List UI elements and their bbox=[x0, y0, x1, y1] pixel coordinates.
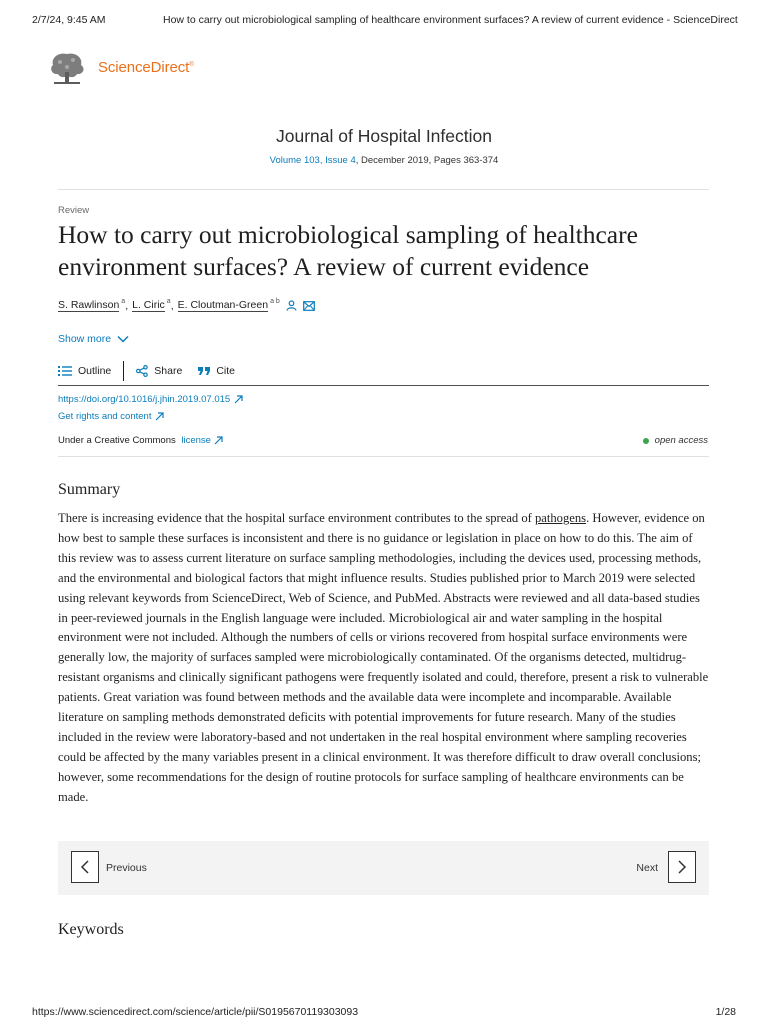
chevron-down-icon bbox=[117, 335, 129, 343]
external-link-icon bbox=[214, 436, 223, 445]
cite-button[interactable] bbox=[198, 365, 235, 377]
author-link[interactable]: E. Cloutman-Green bbox=[177, 299, 269, 311]
journal-info bbox=[0, 126, 768, 166]
author-affiliation: a bbox=[166, 298, 171, 305]
print-date: 2/7/24, 9:45 AM bbox=[32, 14, 106, 26]
cite-label: Cite bbox=[216, 365, 235, 377]
share-label: Share bbox=[154, 365, 183, 377]
show-more-button[interactable] bbox=[58, 333, 129, 345]
divider bbox=[58, 189, 709, 190]
external-link-icon bbox=[234, 395, 243, 404]
share-icon bbox=[136, 365, 148, 377]
open-access-badge bbox=[643, 435, 708, 446]
sciencedirect-logo[interactable] bbox=[46, 48, 194, 86]
toolbar-divider bbox=[123, 361, 124, 381]
journal-issue-info bbox=[0, 155, 768, 166]
outline-button[interactable] bbox=[58, 365, 111, 377]
rights-text: Get rights and content bbox=[58, 411, 152, 422]
doi-link[interactable] bbox=[58, 394, 243, 405]
previous-button[interactable] bbox=[71, 851, 99, 883]
chevron-right-icon bbox=[677, 860, 687, 874]
pathogens-link[interactable]: pathogens bbox=[535, 511, 587, 525]
author-affiliation: a b bbox=[270, 298, 280, 305]
author-link[interactable]: S. Rawlinson bbox=[58, 299, 120, 311]
external-link-icon bbox=[155, 412, 164, 421]
print-doc-title: How to carry out microbiological sampling of healthcare environment surfaces? A review of current evidence - ScienceDirect bbox=[163, 14, 738, 26]
author-list: S. Rawlinson $^a$ , L. Ciric $^a$ , E. Cloutman-Green $^{a b}$ bbox=[58, 299, 315, 312]
sciencedirect-wordmark: ScienceDirect® bbox=[98, 58, 194, 76]
journal-name[interactable]: Journal of Hospital Infection bbox=[276, 126, 492, 146]
author-link[interactable]: L. Ciric bbox=[132, 299, 165, 311]
envelope-icon[interactable] bbox=[303, 301, 315, 311]
next-label[interactable]: Next bbox=[636, 862, 658, 874]
outline-label: Outline bbox=[78, 365, 112, 377]
person-icon[interactable] bbox=[286, 300, 297, 311]
divider bbox=[58, 456, 709, 457]
rights-link[interactable] bbox=[58, 411, 164, 422]
date-pages: , December 2019, Pages 363-374 bbox=[355, 155, 499, 166]
toolbar-underline bbox=[58, 385, 709, 386]
print-url: https://www.sciencedirect.com/science/article/pii/S0195670119303093 bbox=[32, 1006, 359, 1018]
list-icon bbox=[58, 365, 72, 377]
license-link[interactable]: license bbox=[181, 435, 211, 446]
article-toolbar bbox=[58, 359, 235, 383]
article-type: Review bbox=[58, 205, 90, 216]
article-navigation bbox=[58, 841, 709, 895]
share-button[interactable] bbox=[136, 365, 182, 377]
article-title: How to carry out microbiological sampling of healthcare environment surfaces? A review of current evidence bbox=[58, 220, 638, 281]
doi-text: https://doi.org/10.1016/j.jhin.2019.07.015 bbox=[58, 394, 231, 405]
open-access-label: open access bbox=[654, 435, 708, 446]
volume-issue-link[interactable]: Volume 103, Issue 4 bbox=[269, 155, 356, 166]
quote-icon bbox=[198, 366, 210, 376]
author-affiliation: a bbox=[121, 298, 126, 305]
keywords-heading: Keywords bbox=[58, 921, 124, 938]
chevron-left-icon bbox=[80, 860, 90, 874]
next-button[interactable] bbox=[668, 851, 696, 883]
license-info bbox=[58, 435, 223, 446]
open-access-dot-icon bbox=[643, 438, 649, 444]
previous-label[interactable]: Previous bbox=[106, 862, 147, 874]
summary-text: There is increasing evidence that the hospital surface environment contributes to the spread of pathogens. However, evidence on how best to sample these surfaces is inconsistent and there is no guidance or legislation in place on how to do this. The aim of this review was to assess current literature on surface sampling methodologies, including the devices used, processing methods, and the environmental and biological factors that might influence results. Studies published prior to March 2019 were selected using relevant keywords from ScienceDirect, Web of Science, and PubMed. Abstracts were reviewed and all data-based studies in peer-reviewed journals in the English language were included. Microbiological air and water sampling in the hospital environment were not included. Although the numbers of cells or virions recovered from hospital surface environments were generally low, the majority of surfaces sampled were microbiologically contaminated. Of the organisms detected, multidrug-resistant organisms and clinically significant pathogens were frequently isolated and could, therefore, present a risk to vulnerable patients. Great variation was found between methods and the available data were incomplete and incomparable. Available literature on sampling methods demonstrated deficits with potential improvements for future research. Many of the studies included in the review were laboratory-based and not undertaken in the real hospital environment where sampling recoveries could be affected by the many variables present in a clinical environment. It was therefore difficult to draw overall conclusions; however, some recommendations for the design of routine protocols for surface sampling of healthcare environments can be made. bbox=[58, 511, 709, 804]
summary-heading: Summary bbox=[58, 481, 121, 498]
show-more-label: Show more bbox=[58, 333, 112, 345]
elsevier-tree-icon bbox=[46, 48, 88, 86]
license-prefix: Under a Creative Commons bbox=[58, 435, 179, 446]
print-page-number: 1/28 bbox=[715, 1006, 736, 1018]
